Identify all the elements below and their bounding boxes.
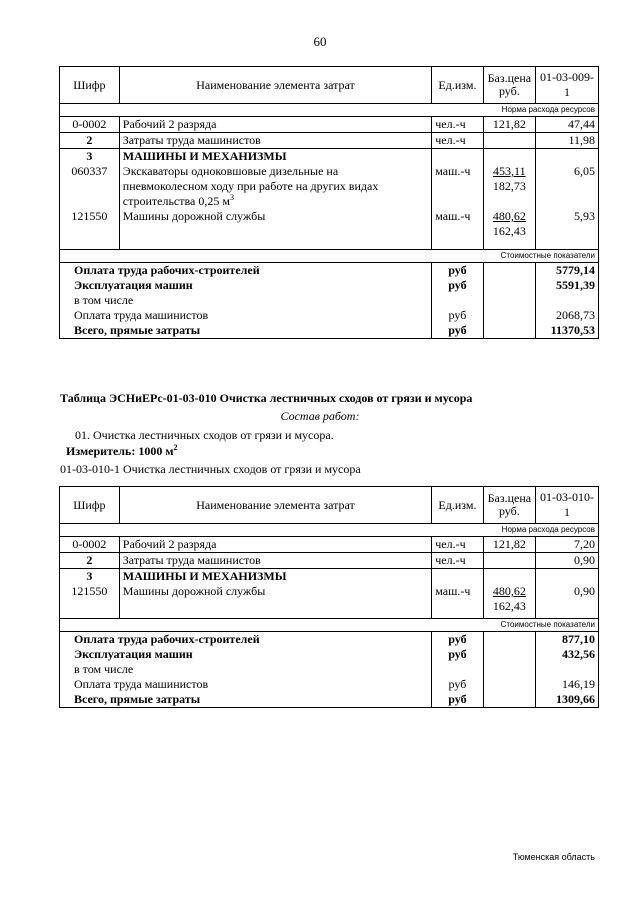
header-base-price-line2: руб.: [498, 84, 520, 98]
total-label: Оплата труда машинистов: [60, 677, 432, 692]
total-value: 2068,73: [536, 308, 599, 323]
table-header: [60, 487, 599, 524]
row-unit: маш.-ч: [432, 164, 483, 209]
footer-region: Тюменская область: [512, 852, 595, 862]
header-base-price-line2: руб.: [498, 504, 520, 518]
row-code: 060337: [60, 164, 120, 209]
meter-label: [66, 444, 178, 459]
row-name: [119, 164, 431, 209]
total-row: [60, 323, 599, 339]
row-price: [483, 133, 535, 149]
row-value: 0,90: [536, 584, 599, 618]
row-name: МАШИНЫ И МЕХАНИЗМЫ: [119, 149, 431, 165]
table-row: [60, 133, 599, 149]
table-row: [60, 584, 599, 618]
row-price: 121,82: [483, 537, 535, 553]
table-row: [60, 537, 599, 553]
row-value: 5,93: [536, 209, 599, 249]
table-row: [60, 117, 599, 133]
row-name: МАШИНЫ И МЕХАНИЗМЫ: [119, 569, 431, 585]
total-unit: руб: [432, 262, 483, 278]
row-price: 121,82: [483, 117, 535, 133]
total-value: 5779,14: [536, 262, 599, 278]
row-value: 0,90: [536, 553, 599, 569]
row-unit: чел.-ч: [432, 553, 483, 569]
row-name: Рабочий 2 разряда: [119, 537, 431, 553]
row-code: 121550: [60, 209, 120, 249]
header-base-price-line1: Баз.цена: [487, 491, 532, 505]
table-row: [60, 149, 599, 165]
total-unit: руб: [432, 677, 483, 692]
table-row: [60, 164, 599, 209]
section-cost-label: Стоимостные показатели: [60, 618, 599, 631]
row-name: Затраты труда машинистов: [119, 133, 431, 149]
section-cost-label: Стоимостные показатели: [60, 249, 599, 262]
row-code: 2: [60, 553, 120, 569]
header-code: Шифр: [60, 67, 120, 104]
row-price-main: 480,62: [492, 209, 526, 223]
total-label: Всего, прямые затраты: [60, 692, 432, 708]
row-name-line1: Экскаваторы одноковшовые дизельные на: [122, 164, 339, 178]
total-unit: руб: [432, 308, 483, 323]
header-norm-id: 01-03-009-1: [536, 67, 599, 104]
row-value: 47,44: [536, 117, 599, 133]
row-code: 2: [60, 133, 120, 149]
total-label: Оплата труда машинистов: [60, 308, 432, 323]
section-norm-label: Норма расхода ресурсов: [60, 104, 599, 117]
row-name: Затраты труда машинистов: [119, 553, 431, 569]
row-name-line2: пневмоколесном ходу при работе на других видах: [122, 179, 379, 193]
cost-table-2: [59, 486, 599, 708]
row-unit: маш.-ч: [432, 209, 483, 249]
header-unit: Ед.изм.: [432, 487, 483, 524]
meter-superscript: 2: [173, 443, 178, 452]
row-name: Машины дорожной службы: [119, 209, 431, 249]
norm-code-line: 01-03-010-1 Очистка лестничных сходов от грязи и мусора: [60, 462, 361, 476]
header-base-price: [483, 67, 535, 104]
row-price: [483, 164, 535, 209]
work-item: 01. Очистка лестничных сходов от грязи и мусора.: [75, 428, 334, 442]
header-code: Шифр: [60, 487, 120, 524]
row-price: [483, 584, 535, 618]
row-code: 3: [60, 149, 120, 165]
total-unit: руб: [432, 692, 483, 708]
total-label: Оплата труда рабочих-строителей: [60, 631, 432, 647]
total-value: 5591,39: [536, 278, 599, 293]
header-norm-id: 01-03-010-1: [536, 487, 599, 524]
meter-text: Измеритель: 1000 м: [66, 444, 174, 458]
row-unit: чел.-ч: [432, 537, 483, 553]
row-price: [483, 553, 535, 569]
total-unit: руб: [432, 647, 483, 662]
total-value: 1309,66: [536, 692, 599, 708]
row-name: Рабочий 2 разряда: [119, 117, 431, 133]
row-code: 121550: [60, 584, 120, 618]
header-base-price-line1: Баз.цена: [487, 71, 532, 85]
row-price-main: 453,11: [493, 164, 526, 178]
composition-label: Состав работ:: [280, 409, 360, 423]
row-name-line3: строительства 0,25 м: [122, 194, 230, 208]
total-row: [60, 647, 599, 662]
total-row: [60, 692, 599, 708]
row-unit: чел.-ч: [432, 133, 483, 149]
total-row: [60, 262, 599, 278]
total-value: 146,19: [536, 677, 599, 692]
total-label: Эксплуатация машин: [60, 278, 432, 293]
superscript: 3: [229, 193, 234, 202]
header-name: Наименование элемента затрат: [119, 67, 431, 104]
total-label: в том числе: [60, 293, 432, 308]
row-price: [483, 209, 535, 249]
total-unit: руб: [432, 631, 483, 647]
total-value: 432,56: [536, 647, 599, 662]
row-code: 3: [60, 569, 120, 585]
total-label: Эксплуатация машин: [60, 647, 432, 662]
row-price-main: 480,62: [492, 584, 526, 598]
row-price-sub: 162,43: [492, 599, 526, 613]
header-unit: Ед.изм.: [432, 67, 483, 104]
cost-table-1: [59, 66, 599, 339]
header-base-price: [483, 487, 535, 524]
total-label: в том числе: [60, 662, 432, 677]
total-row: [60, 631, 599, 647]
total-label: Всего, прямые затраты: [60, 323, 432, 339]
total-row: [60, 278, 599, 293]
header-name: Наименование элемента затрат: [119, 487, 431, 524]
row-value: 11,98: [536, 133, 599, 149]
page-number: 60: [313, 34, 327, 49]
table-title: Таблица ЭСНиЕРс-01-03-010 Очистка лестничных сходов от грязи и мусора: [60, 391, 473, 405]
row-unit: маш.-ч: [432, 584, 483, 618]
row-name: Машины дорожной службы: [119, 584, 431, 618]
total-value: 11370,53: [536, 323, 599, 339]
section-norm-label: Норма расхода ресурсов: [60, 524, 599, 537]
total-value: 877,10: [536, 631, 599, 647]
total-row: [60, 293, 599, 308]
row-price-sub: 182,73: [492, 179, 526, 193]
total-label: Оплата труда рабочих-строителей: [60, 262, 432, 278]
total-unit: руб: [432, 278, 483, 293]
table-row: [60, 553, 599, 569]
table-header: [60, 67, 599, 104]
row-unit: чел.-ч: [432, 117, 483, 133]
row-value: 7,20: [536, 537, 599, 553]
total-row: [60, 662, 599, 677]
total-row: [60, 677, 599, 692]
row-code: 0-0002: [60, 117, 120, 133]
total-unit: руб: [432, 323, 483, 339]
row-value: 6,05: [536, 164, 599, 209]
row-code: 0-0002: [60, 537, 120, 553]
table-row: [60, 209, 599, 249]
table-row: [60, 569, 599, 585]
row-price-sub: 162,43: [492, 224, 526, 238]
total-row: [60, 308, 599, 323]
